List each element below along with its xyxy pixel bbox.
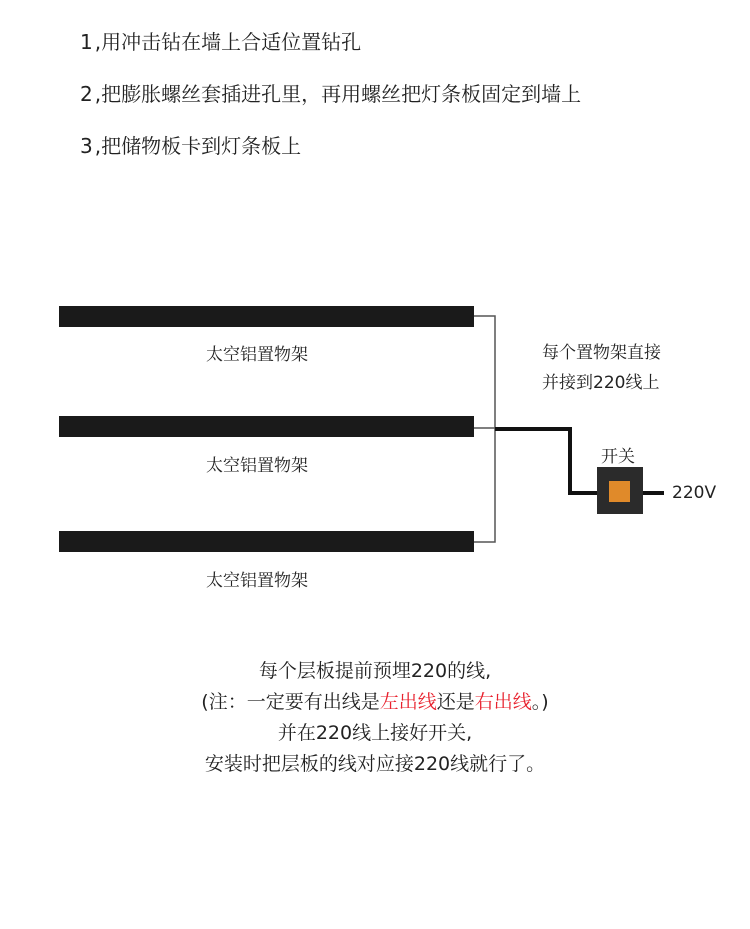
note-line-4: 安装时把层板的线对应接220线就行了。 <box>204 753 546 775</box>
wiring-diagram <box>0 290 750 610</box>
shelf-bar-3 <box>59 531 474 552</box>
shelf-label-3: 太空铝置物架 <box>206 571 308 591</box>
step-number: 3 <box>80 134 93 158</box>
step-1 <box>80 32 361 52</box>
side-note-line-2: 并接到220线上 <box>542 373 660 393</box>
step-text: ,把膨胀螺丝套插进孔里，再用螺丝把灯条板固定到墙上 <box>94 82 582 106</box>
shelf-bar-2 <box>59 416 474 437</box>
side-note-line-1: 每个置物架直接 <box>542 343 661 363</box>
main-wire <box>495 429 597 493</box>
shelf-label-1: 太空铝置物架 <box>206 345 308 365</box>
bus-wire <box>474 316 495 542</box>
note-prefix: (注：一定要有出线是 <box>201 691 380 713</box>
step-2 <box>80 84 581 104</box>
switch-label: 开关 <box>601 447 635 467</box>
step-number: 2 <box>80 82 93 106</box>
switch-button-icon <box>609 481 630 502</box>
step-text: ,用冲击钻在墙上合适位置钻孔 <box>94 30 362 54</box>
left-out-highlight: 左出线 <box>379 691 437 713</box>
step-text: ,把储物板卡到灯条板上 <box>94 134 302 158</box>
right-out-highlight: 右出线 <box>474 691 532 713</box>
installation-notes <box>0 656 750 780</box>
note-middle: 还是 <box>436 691 475 713</box>
voltage-label: 220V <box>672 483 717 503</box>
note-line-1: 每个层板提前预埋220的线, <box>258 660 492 682</box>
note-line-2 <box>0 687 750 718</box>
note-suffix: 。) <box>531 691 549 713</box>
note-line-3: 并在220线上接好开关, <box>277 722 473 744</box>
step-3 <box>80 136 301 156</box>
shelf-bar-1 <box>59 306 474 327</box>
shelf-label-2: 太空铝置物架 <box>206 456 308 476</box>
step-number: 1 <box>80 30 93 54</box>
